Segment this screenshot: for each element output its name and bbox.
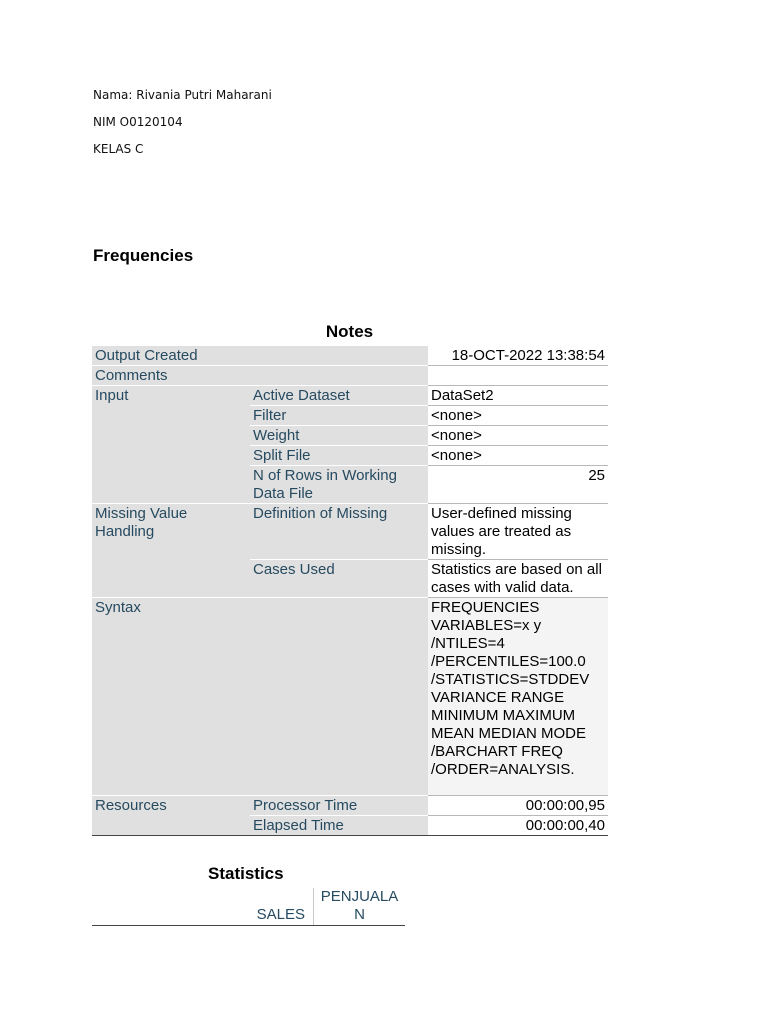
row-sublabel: Active Dataset	[250, 386, 428, 406]
table-row	[92, 560, 608, 598]
column-header-penjualan-label: PENJUALAN	[320, 888, 399, 923]
row-value: 00:00:00,40	[428, 816, 608, 836]
row-label: Missing Value Handling	[92, 504, 250, 560]
row-value: <none>	[428, 426, 608, 446]
row-sublabel	[250, 346, 428, 366]
row-value: FREQUENCIES VARIABLES=x y /NTILES=4 /PERCENTILES=100.0 /STATISTICS=STDDEV VARIANCE RANGE MINIMUM MAXIMUM MEAN MEDIAN MODE /BARCHART FREQ /ORDER=ANALYSIS.	[428, 598, 608, 796]
table-row	[92, 346, 608, 366]
row-label: Output Created	[92, 346, 250, 366]
row-sublabel	[250, 366, 428, 386]
notes-title: Notes	[325, 322, 374, 341]
row-value: <none>	[428, 406, 608, 426]
statistics-title: Statistics	[208, 864, 284, 883]
row-label: Syntax	[92, 598, 250, 796]
column-header-sales: SALES	[256, 906, 305, 923]
row-value: User-defined missing values are treated as missing.	[428, 504, 608, 560]
table-row	[92, 466, 608, 504]
row-sublabel: Cases Used	[250, 560, 428, 598]
table-row	[92, 796, 608, 816]
table-row	[92, 406, 608, 426]
table-row	[92, 816, 608, 836]
row-sublabel: Processor Time	[250, 796, 428, 816]
row-sublabel: N of Rows in Working Data File	[250, 466, 428, 504]
row-sublabel: Elapsed Time	[250, 816, 428, 836]
row-label	[92, 560, 250, 598]
student-name: Nama: Rivania Putri Maharani	[93, 88, 272, 102]
row-label	[92, 406, 250, 426]
row-label	[92, 466, 250, 504]
row-value: <none>	[428, 446, 608, 466]
row-label: Comments	[92, 366, 250, 386]
table-row	[92, 504, 608, 560]
row-value: 18-OCT-2022 13:38:54	[428, 346, 608, 366]
row-sublabel: Split File	[250, 446, 428, 466]
row-value: 25	[428, 466, 608, 504]
row-value	[428, 366, 608, 386]
table-row	[92, 386, 608, 406]
row-label	[92, 446, 250, 466]
row-label	[92, 426, 250, 446]
row-sublabel: Definition of Missing	[250, 504, 428, 560]
table-row	[92, 426, 608, 446]
row-label: Resources	[92, 796, 250, 816]
table-row	[92, 366, 608, 386]
column-header-penjualan	[314, 888, 405, 924]
row-sublabel	[250, 598, 428, 796]
row-sublabel: Weight	[250, 426, 428, 446]
row-value: DataSet2	[428, 386, 608, 406]
row-value: 00:00:00,95	[428, 796, 608, 816]
row-label: Input	[92, 386, 250, 406]
frequencies-title: Frequencies	[93, 246, 194, 265]
row-value: Statistics are based on all cases with valid data.	[428, 560, 608, 598]
student-class: KELAS C	[93, 142, 144, 156]
student-nim: NIM O0120104	[93, 115, 183, 129]
statistics-header	[92, 886, 405, 926]
table-row	[92, 446, 608, 466]
row-label	[92, 816, 250, 836]
table-row	[92, 598, 608, 796]
notes-table	[92, 346, 608, 836]
row-sublabel: Filter	[250, 406, 428, 426]
